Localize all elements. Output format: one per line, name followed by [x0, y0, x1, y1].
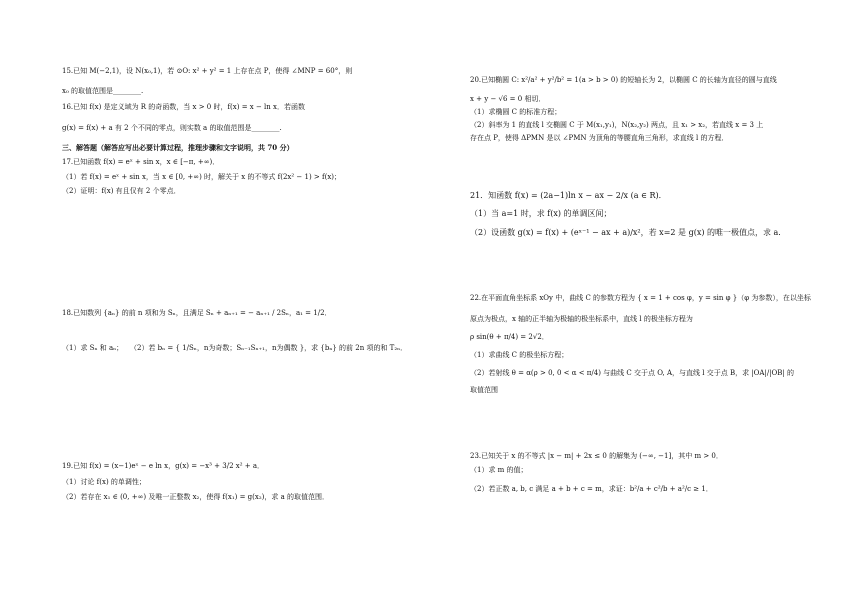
- q16-line2: g(x) = f(x) + a 有 2 个不同的零点，则实数 a 的取值范围是________.: [62, 124, 282, 132]
- q22-line3: ρ sin(θ + π/4) = 2√2．: [470, 333, 549, 341]
- q20-line3: （1）求椭圆 C 的标准方程；: [470, 108, 562, 116]
- q22-line2: 原点为极点，x 轴的正半轴为极轴的极坐标系中，直线 l 的极坐标方程为: [470, 315, 693, 323]
- section-heading: 三、解答题（解答应写出必要计算过程，推理步骤和文字说明，共 70 分）: [62, 143, 294, 152]
- q16-line1: 16.已知 f(x) 是定义域为 R 的奇函数，当 x > 0 时，f(x) = x − ln x．若函数: [62, 103, 305, 111]
- q23-line3: （2）若正数 a, b, c 满足 a + b + c = m，求证：b²/a + c²/b + a²/c ≥ 1．: [470, 485, 713, 493]
- q18-part2: （2）若 bₙ = { 1/Sₙ，n为奇数；Sₙ₋₁Sₙ₊₁，n为偶数 }，求 {bₙ} 的前 2n 项的和 T₂ₙ．: [130, 344, 408, 352]
- q20-line5: 存在点 P，使得 ΔPMN 是以 ∠PMN 为顶角的等腰直角三角形，求直线 l 的方程．: [470, 134, 729, 142]
- q19-line1: 19.已知 f(x) = (x−1)eˣ − e ln x，g(x) = −x³ + 3/2 x² + a．: [62, 462, 264, 470]
- q21-line2: （1）当 a=1 时，求 f(x) 的单调区间；: [470, 209, 612, 218]
- q17-line2: （1）若 f(x) = eˣ + sin x，当 x ∈ [0, +∞) 时，解关于 x 的不等式 f(2x² − 1) > f(x)；: [62, 173, 341, 181]
- q22-line6: 取值范围: [470, 386, 498, 394]
- q15-line2: x₀ 的取值范围是________.: [62, 87, 144, 95]
- q20-line4: （2）斜率为 1 的直线 l 交椭圆 C 于 M(x₁,y₁)，N(x₂,y₂) 两点，且 x₁ > x₂，若直线 x = 3 上: [470, 121, 764, 129]
- q19-line3: （2）若存在 x₁ ∈ (0, +∞) 及唯一正整数 x₂，使得 f(x₁) = g(x₂)，求 a 的取值范围．: [62, 493, 329, 501]
- q19-line2: （1）讨论 f(x) 的单调性；: [62, 478, 146, 486]
- q15-line1: 15.已知 M(−2,1)，设 N(x₀,1)，若 ⊙O: x² + y² = 1 上存在点 P，使得 ∠MNP = 60°，则: [62, 67, 353, 75]
- q21-line1: 21．知函数 f(x) = (2a−1)ln x − ax − 2/x (a ∈ R)．: [470, 191, 667, 200]
- q22-line5: （2）若射线 θ = α(ρ > 0, 0 < α < π/4) 与曲线 C 交于点 O, A，与直线 l 交于点 B，求 |OA|/|OB| 的: [470, 369, 795, 377]
- q23-line1: 23.已知关于 x 的不等式 |x − m| + 2x ≤ 0 的解集为 (−∞, −1]，其中 m > 0．: [470, 452, 723, 460]
- q23-line2: （1）求 m 的值；: [470, 466, 528, 474]
- q17-line1: 17.已知函数 f(x) = eˣ + sin x，x ∈ [−π, +∞)．: [62, 158, 220, 166]
- q18-part1: （1）求 Sₙ 和 aₙ；: [62, 344, 124, 352]
- q22-line4: （1）求曲线 C 的极坐标方程；: [470, 351, 569, 359]
- q21-line3: （2）设函数 g(x) = f(x) + (eˣ⁻¹ − ax + a)/x²，若 x=2 是 g(x) 的唯一极值点，求 a．: [470, 228, 787, 237]
- q18-line1: 18.已知数列 {aₙ} 的前 n 项和为 Sₙ，且满足 Sₙ + aₙ₊₁ = − aₙ₊₁ / 2Sₙ，a₁ = 1/2．: [62, 309, 332, 317]
- q17-line3: （2）证明：f(x) 有且仅有 2 个零点．: [62, 187, 181, 195]
- q20-line2: x + y − √6 = 0 相切．: [470, 95, 546, 103]
- q22-line1: 22.在平面直角坐标系 xOy 中，曲线 C 的参数方程为 { x = 1 + cos φ，y = sin φ }（φ 为参数），在以坐标: [470, 294, 811, 302]
- q20-line1: 20.已知椭圆 C: x²/a² + y²/b² = 1(a > b > 0) 的短轴长为 2，以椭圆 C 的长轴为直径的圆与直线: [470, 76, 777, 84]
